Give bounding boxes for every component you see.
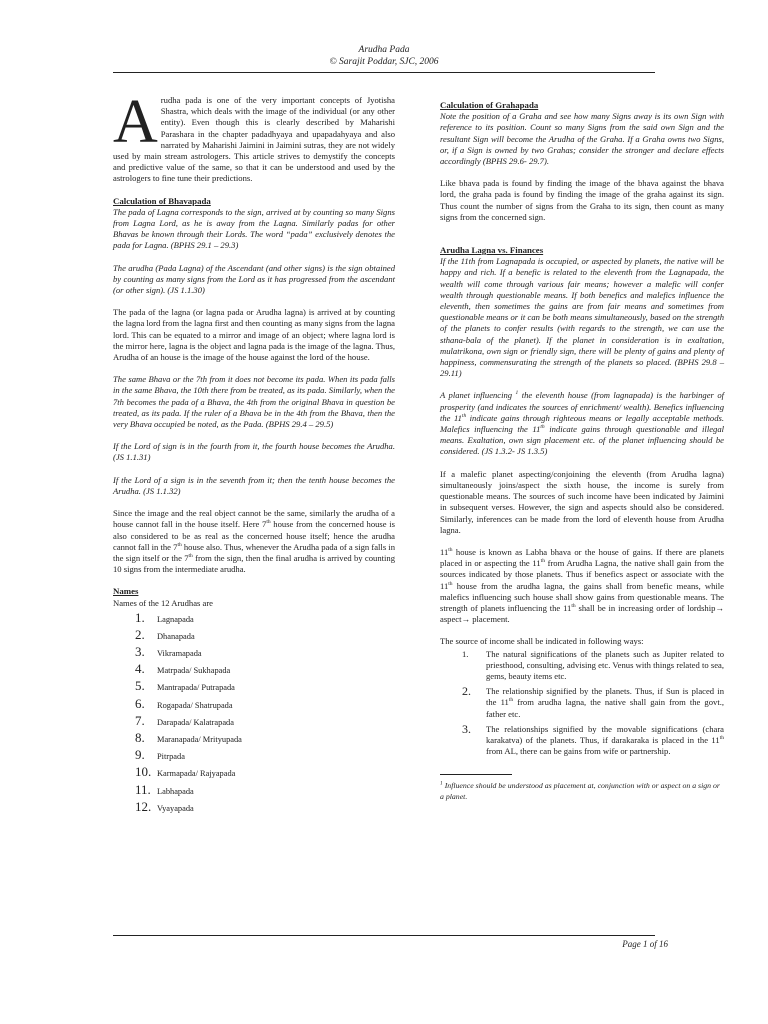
list-item: 3. The relationships signified by the movable significations (chara karakatva) of the planets. Thus, if darakaraka is placed in the 11th from AL, there can be gains from wife or partnership. bbox=[462, 721, 724, 757]
finance-quote: If the 11th from Lagnapada is occupied, or aspected by planets, the native will be happy and rich. If a benefic is related to the eleventh from the Lagnapada, the wealth will come through various fair means; however a malefic will confer wealth through questionable means. If both benefics and malefics influence the eleventh, then sometimes the gains are from fair means and sometimes from questionable means or it can be both means simultaneously, based on the strength of the planets to confer results (with regards to the strength, we can use the sthana-bala of the planet). If the planet in consideration is in exaltation, mulatrikona, own sign or friendly sign, there will be plenty of gains and plenty of happiness, commensurating the strength of the planets so placed. (BPHS 29.8 – 29.11) bbox=[440, 256, 724, 379]
js-1-1-32-quote: If the Lord of a sign is in the seventh from it; then the tenth house becomes the Arudha. (JS 1.1.32) bbox=[113, 474, 395, 496]
drop-cap: A bbox=[113, 88, 158, 156]
eleventh-house-paragraph: 11th house is known as Labha bhava or the house of gains. If there are planets placed in or aspecting the 11th from Arudha Lagna, the native shall gain from the sources indicated by those planets. Thus if benefics aspect or associate with the 11th house from the arudha lagna, the gains shall from benefic means, while malefics influencing such house shall show gains from questionable means. The strength of planets influencing the 11th shall be in increasing order of lordship→ aspect→ placement. bbox=[440, 546, 724, 625]
income-sources-list bbox=[462, 649, 724, 758]
names-heading: Names bbox=[113, 586, 139, 597]
footnote: $^1$ Influence should be understood as placement at, conjunction with or aspect on a sign or a planet. bbox=[440, 780, 720, 801]
header-title: Arudha Pada bbox=[358, 45, 410, 55]
header-copyright: © Sarajit Poddar, SJC, 2006 bbox=[329, 57, 439, 67]
grahapada-quote: Note the position of a Graha and see how many Signs away is its own Sign with reference to its position. Count so many Signs from the said own Sign and the resultant Sign will become the Arudha of the Graha. If a Graha owns two Signs, or, if a Sign is owned by two Grahas; consider the stronger and declare effects accordingly (BPHS 29.6- 29.7). bbox=[440, 111, 724, 167]
income-intro: The source of income shall be indicated in following ways: bbox=[440, 636, 644, 647]
left-column bbox=[113, 88, 395, 818]
list-item: 1. The natural significations of the planets such as Jupiter related to priesthood, consulting, advising etc. Venus with things related to sea, gems, beauty items etc. bbox=[462, 648, 724, 681]
names-intro: Names of the 12 Arudhas are bbox=[113, 597, 213, 608]
bhavapada-paragraph: The pada of the lagna (or lagna pada or Arudha lagna) is arrived at by counting the lagna lord from the lagna first and then counting as many signs from the lagna lord. This can be equated to a mirror and image of an object; where lagna lord is the mirror here, lagna is the object and lagna pada is the image of the lagna. Thus, Arudha of an house is the image of the house against the lord of the house. bbox=[113, 307, 395, 363]
since-paragraph: Since the image and the real object cannot be the same, similarly the arudha of a house cannot fall in the house itself. Here 7th house from the concerned house is also considered to be as real as the concerned house itself; hence the arudha cannot fall in the 7th house also. Thus, whenever the Arudha pada of a sign falls in the sign itself or the 7th from the sign, then the final arudha is arrived by counting 10 signs from the intermediate arudha. bbox=[113, 508, 395, 575]
list-item: 10. Karmapada/ Rajyapada bbox=[135, 764, 236, 780]
header-rule bbox=[113, 72, 655, 73]
list-item: 6. Rogapada/ Shatrupada bbox=[135, 695, 233, 711]
arudha-names-list bbox=[135, 609, 395, 818]
right-column bbox=[440, 100, 724, 802]
bhavapada-heading: Calculation of Bhavapada bbox=[113, 195, 211, 206]
page-number: Page 1 of 16 bbox=[622, 939, 668, 949]
list-item: 7. Darapada/ Kalatrapada bbox=[135, 712, 234, 728]
list-item: 11. Labhapada bbox=[135, 781, 194, 797]
list-item: 3. Vikramapada bbox=[135, 644, 202, 660]
page-header bbox=[0, 44, 768, 68]
list-item: 9. Pitrpada bbox=[135, 747, 185, 763]
bhavapada-quote-1: The pada of Lagna corresponds to the sign, arrived at by counting so many Signs from Lagna Lord, as he is away from the Lagna. Similarly padas for other Bhavas be known through their Lords. The word “pada” exclusively denotes the pada for Lagna. (BPHS 29.1 – 29.3) bbox=[113, 206, 395, 251]
list-item: 2. The relationship signified by the planets. Thus, if Sun is placed in the 11th from arudha lagna, the native shall gain from the govt., father etc. bbox=[462, 684, 725, 719]
bhavapada-quote-3: The same Bhava or the 7th from it does not become its pada. When its pada falls in the same Bhava, the 10th there from be treated, as its pada. Similarly, when the 7th becomes the pada of a Bhava, the 4th from the original Bhava in question be treated, as its pada. If the ruler of a Bhava be in the 4th from the Bhava, then the very Bhava occupied be noted, as the Pada. (BPHS 29.4 – 29.5) bbox=[113, 374, 395, 430]
intro-text: rudha pada is one of the very important concepts of Jyotisha Shastra, which deals with the image of the individual (or any other entity). Even though this is clearly described by Maharishi Parashara in the chapter padadhyaya and upapadahyaya and also narrated by Maharishi Jaimini in Jaimini sutras, they are not widely used by main stream astrologers. This article strives to demystify the concepts and predictive value of the same, so that it can be understood and used by the astrologers to fine tune their predictions. bbox=[113, 95, 395, 184]
malefic-paragraph: If a malefic planet aspecting/conjoining the eleventh (from Arudha lagna) simultaneously joins/aspect the sixth house, the income is surely from questionable means. The sources of such income have been indicated by Jaimini in subsequent verses. However, the sign and aspects should also be considered. Similarly, inferences can be made from the lord of eleventh house from Arudha lagna. bbox=[440, 468, 724, 535]
intro-paragraph bbox=[113, 88, 395, 185]
list-item: 2. Dhanapada bbox=[135, 626, 195, 642]
bhavapada-quote-2: The arudha (Pada Lagna) of the Ascendant (and other signs) is the sign obtained by counting as many signs from the Lord as it has progressed from the ascendant (or other sign). (JS 1.1.30) bbox=[113, 262, 395, 296]
grahapada-heading: Calculation of Grahapada bbox=[440, 100, 539, 110]
influence-quote: A planet influencing $^1$ the eleventh house (from lagnapada) is the harbinger of prosperity (and indicates the sources of enrichment/ wealth). Benefics influencing the 11th indicate gains through righteous means or legally acceptable methods. Malefics influencing the 11th indicate gains through questionable and illegal means. Exaltation, own sign placement etc. of the planet influencing should be considered. (JS 1.3.2- JS 1.3.5) bbox=[440, 390, 725, 457]
footer-rule bbox=[113, 935, 655, 936]
list-item: 12. Vyayapada bbox=[135, 798, 194, 814]
footnote-ref[interactable]: 1 bbox=[515, 390, 519, 397]
list-item: 5. Mantrapada/ Putrapada bbox=[135, 678, 235, 694]
list-item: 8. Maranapada/ Mrityupada bbox=[135, 730, 242, 746]
finance-heading: Arudha Lagna vs. Finances bbox=[440, 245, 544, 256]
grahapada-paragraph: Like bhava pada is found by finding the image of the bhava against the bhava lord, the graha pada is found by finding the image of the graha against its sign. Thus count the number of signs from the Graha to its sign, then count as many signs from the concerned sign. bbox=[440, 178, 724, 222]
list-item: 4. Matrpada/ Sukhapada bbox=[135, 661, 231, 677]
footnote-rule bbox=[440, 774, 512, 775]
js-1-1-31-quote: If the Lord of sign is in the fourth from it, the fourth house becomes the Arudha. (JS 1.1.31) bbox=[113, 441, 395, 463]
list-item: 1. Lagnapada bbox=[135, 609, 194, 625]
